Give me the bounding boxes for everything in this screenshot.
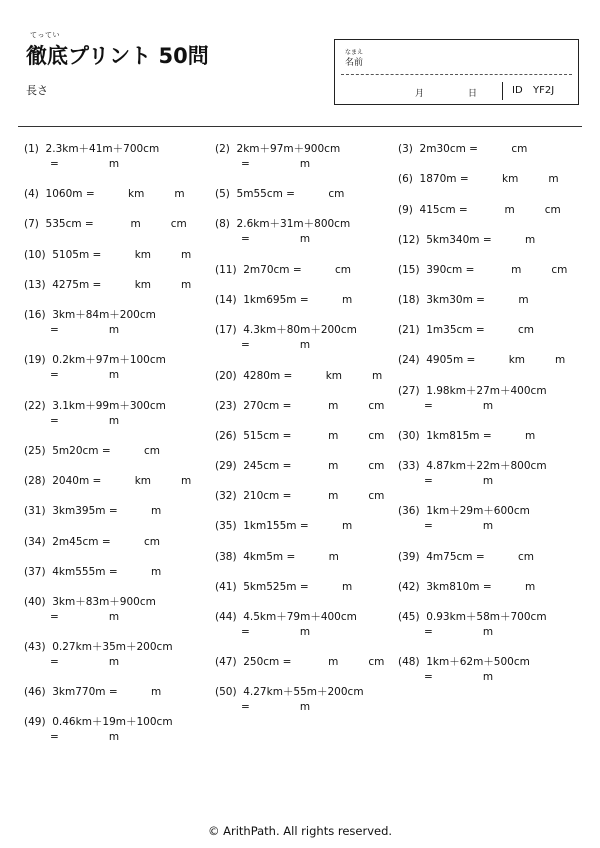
problem-item	[398, 142, 527, 157]
problem-item	[24, 444, 160, 459]
problem-question: (46) 3km770m = m	[24, 686, 162, 698]
problem-item	[215, 293, 352, 308]
problem-question: (40) 3km＋83m＋900cm	[24, 596, 156, 608]
page-title: 徹底プリント 50問	[26, 44, 209, 68]
problem-question: (35) 1km155m = m	[215, 520, 353, 532]
problem-item	[398, 459, 547, 489]
problem-item	[398, 203, 561, 218]
problem-item	[215, 489, 384, 504]
problem-answer-line: = m	[50, 656, 120, 668]
problem-question: (28) 2040m = km m	[24, 475, 192, 487]
id-label: ID	[512, 85, 523, 96]
problem-item	[24, 685, 161, 700]
problem-item	[215, 580, 352, 595]
problem-question: (14) 1km695m = m	[215, 294, 353, 306]
problem-item	[215, 655, 384, 670]
problem-item	[24, 217, 187, 232]
problem-item	[398, 233, 535, 248]
problem-item	[215, 429, 384, 444]
problem-question: (15) 390cm = m cm	[398, 264, 568, 276]
problem-item	[215, 142, 340, 172]
problem-answer-line: = m	[424, 475, 494, 487]
problem-question: (47) 250cm = m cm	[215, 656, 385, 668]
name-label: 名前	[345, 58, 364, 68]
problem-question: (32) 210cm = m cm	[215, 490, 385, 502]
problem-item	[24, 278, 191, 293]
problem-answer-line: = m	[50, 731, 120, 743]
problem-item	[215, 217, 350, 247]
problem-answer-line: = m	[424, 400, 494, 412]
problem-answer-line: = m	[50, 369, 120, 381]
problem-question: (49) 0.46km＋19m＋100cm	[24, 716, 173, 728]
problem-answer-line: = m	[241, 158, 311, 170]
problem-item	[398, 384, 547, 414]
problem-item	[24, 595, 156, 625]
problem-item	[24, 308, 156, 338]
problem-item	[24, 535, 160, 550]
problem-answer-line: = m	[50, 415, 120, 427]
problem-question: (50) 4.27km＋55m＋200cm	[215, 686, 364, 698]
problem-question: (37) 4km555m = m	[24, 566, 162, 578]
problem-answer-line: = m	[241, 701, 311, 713]
problem-item	[398, 323, 534, 338]
problem-question: (29) 245cm = m cm	[215, 460, 385, 472]
header-rule	[18, 126, 582, 127]
problem-question: (13) 4275m = km m	[24, 279, 192, 291]
problem-answer-line: = m	[424, 520, 494, 532]
problem-question: (45) 0.93km＋58m＋700cm	[398, 611, 547, 623]
problem-item	[24, 248, 191, 263]
problem-item	[398, 504, 530, 534]
problem-answer-line: = m	[241, 339, 311, 351]
problem-item	[398, 293, 529, 308]
problem-item	[24, 187, 185, 202]
problem-question: (4) 1060m = km m	[24, 188, 185, 200]
problem-item	[24, 474, 191, 489]
problem-question: (27) 1.98km＋27m＋400cm	[398, 385, 547, 397]
problem-question: (31) 3km395m = m	[24, 505, 162, 517]
problem-answer-line: = m	[241, 626, 311, 638]
problem-item	[398, 655, 530, 685]
problem-question: (7) 535cm = m cm	[24, 218, 187, 230]
problem-item	[215, 519, 352, 534]
problem-question: (11) 2m70cm = cm	[215, 264, 352, 276]
problem-item	[215, 399, 384, 414]
problem-item	[215, 323, 357, 353]
problem-answer-line: = m	[241, 233, 311, 245]
month-label: 月	[415, 89, 425, 99]
problem-item	[398, 172, 559, 187]
problem-answer-line: = m	[50, 611, 120, 623]
problem-question: (39) 4m75cm = cm	[398, 551, 535, 563]
problem-question: (17) 4.3km＋80m＋200cm	[215, 324, 357, 336]
problem-question: (33) 4.87km＋22m＋800cm	[398, 460, 547, 472]
problem-item	[215, 459, 384, 474]
page-subtitle: 長さ	[26, 84, 48, 97]
problem-question: (6) 1870m = km m	[398, 173, 559, 185]
name-kana: なまえ	[345, 49, 364, 56]
problem-question: (44) 4.5km＋79m＋400cm	[215, 611, 357, 623]
problem-question: (23) 270cm = m cm	[215, 400, 385, 412]
problem-item	[24, 142, 159, 172]
problem-question: (9) 415cm = m cm	[398, 204, 561, 216]
problem-item	[215, 550, 339, 565]
problem-question: (25) 5m20cm = cm	[24, 445, 161, 457]
problem-item	[24, 565, 161, 580]
problem-question: (3) 2m30cm = cm	[398, 143, 528, 155]
problem-question: (36) 1km＋29m＋600cm	[398, 505, 530, 517]
name-underline	[341, 74, 572, 75]
problem-question: (2) 2km＋97m＋900cm	[215, 143, 341, 155]
name-box	[334, 39, 579, 105]
copyright-footer: © ArithPath. All rights reserved.	[207, 824, 393, 838]
problem-question: (8) 2.6km＋31m＋800cm	[215, 218, 351, 230]
id-divider	[502, 82, 503, 100]
problem-question: (19) 0.2km＋97m＋100cm	[24, 354, 166, 366]
problem-item	[398, 429, 535, 444]
problem-item	[215, 610, 357, 640]
problem-item	[24, 504, 161, 519]
problem-question: (38) 4km5m = m	[215, 551, 339, 563]
problem-question: (48) 1km＋62m＋500cm	[398, 656, 530, 668]
problem-item	[215, 263, 351, 278]
id-value: YF2J	[533, 85, 555, 96]
problem-question: (20) 4280m = km m	[215, 370, 383, 382]
problem-item	[398, 580, 535, 595]
problem-answer-line: = m	[424, 671, 494, 683]
problem-item	[398, 610, 547, 640]
problem-question: (42) 3km810m = m	[398, 581, 536, 593]
problem-item	[24, 353, 166, 383]
problem-question: (30) 1km815m = m	[398, 430, 536, 442]
problem-question: (26) 515cm = m cm	[215, 430, 385, 442]
problem-question: (24) 4905m = km m	[398, 354, 566, 366]
problem-answer-line: = m	[424, 626, 494, 638]
problem-question: (41) 5km525m = m	[215, 581, 353, 593]
problem-question: (43) 0.27km＋35m＋200cm	[24, 641, 173, 653]
problem-question: (21) 1m35cm = cm	[398, 324, 535, 336]
problem-question: (12) 5km340m = m	[398, 234, 536, 246]
problem-question: (22) 3.1km＋99m＋300cm	[24, 400, 166, 412]
problem-item	[24, 640, 173, 670]
problem-item	[24, 399, 166, 429]
problem-question: (18) 3km30m = m	[398, 294, 529, 306]
problem-question: (5) 5m55cm = cm	[215, 188, 345, 200]
problem-question: (1) 2.3km＋41m＋700cm	[24, 143, 160, 155]
problem-question: (10) 5105m = km m	[24, 249, 192, 261]
problem-item	[398, 353, 565, 368]
title-ruby: てってい	[30, 31, 60, 39]
problem-item	[24, 715, 173, 745]
problem-answer-line: = m	[50, 324, 120, 336]
day-label: 日	[468, 89, 478, 99]
problem-item	[215, 685, 364, 715]
problem-answer-line: = m	[50, 158, 120, 170]
problem-item	[215, 187, 344, 202]
problem-question: (34) 2m45cm = cm	[24, 536, 161, 548]
problem-item	[398, 550, 534, 565]
problem-item	[215, 369, 382, 384]
problem-question: (16) 3km＋84m＋200cm	[24, 309, 156, 321]
problem-item	[398, 263, 567, 278]
